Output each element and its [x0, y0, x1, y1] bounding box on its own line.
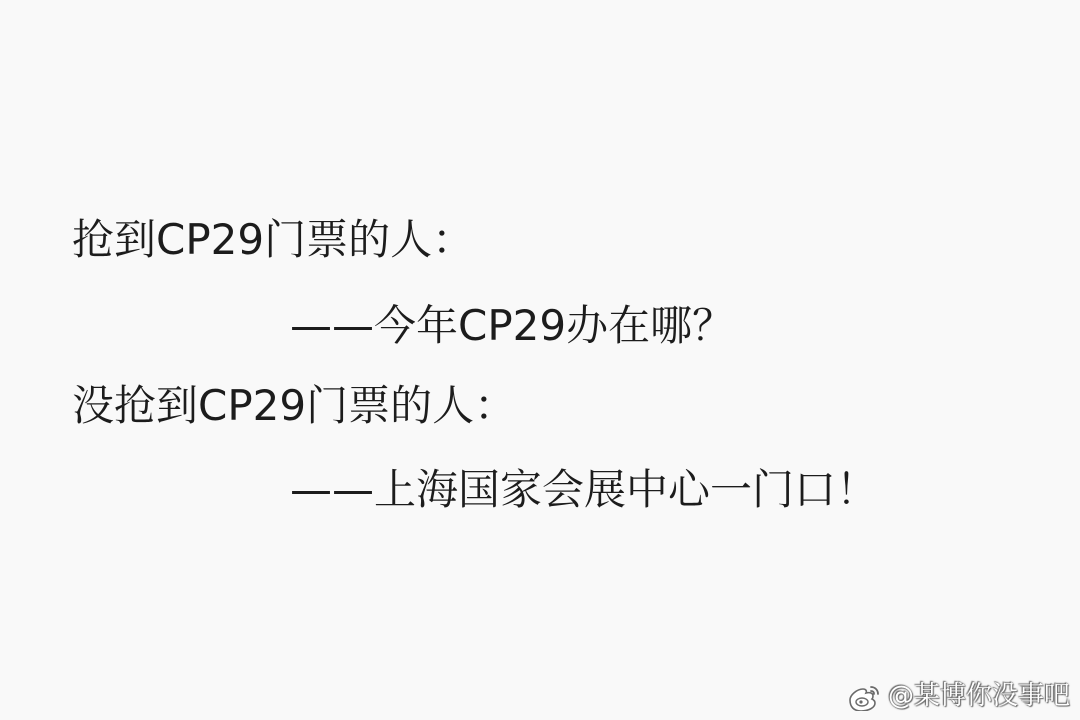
weibo-logo-icon	[844, 681, 884, 711]
watermark-handle: @某博你没事吧	[887, 681, 1070, 711]
caption-line-2: ——今年CP29办在哪？	[290, 301, 735, 350]
caption-line-4: ——上海国家会展中心一门口！	[290, 465, 879, 514]
weibo-watermark	[844, 680, 1070, 712]
caption-line-1: 抢到CP29门票的人：	[72, 215, 475, 264]
caption-line-3: 没抢到CP29门票的人：	[72, 381, 517, 430]
